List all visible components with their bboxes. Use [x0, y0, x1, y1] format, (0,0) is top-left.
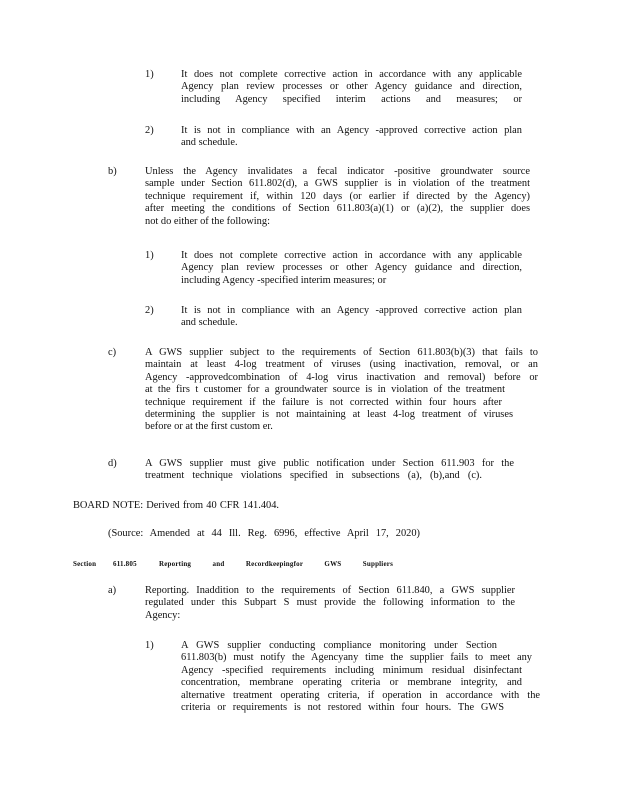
text-line: sample under Section 611.802(d), a GWS supplier is in violation of the treatment — [145, 178, 530, 190]
text-line: at the firs t customer for a groundwater source is in violation of the treatment — [145, 384, 505, 396]
item-label: 1) — [145, 69, 154, 80]
text-line: It does not complete corrective action in accordance with any applicable — [181, 250, 522, 261]
item-text — [181, 125, 522, 150]
text-line: before or at the first custom er. — [145, 421, 273, 433]
text-line: Agency -approvedcombination of 4-log virus inactivation and removal) before or — [145, 371, 538, 383]
text-line: It does not complete corrective action in accordance with any applicable — [181, 69, 522, 80]
text-line: after meeting the conditions of Section 611.803(a)(1) or (a)(2), the supplier does — [145, 203, 530, 215]
text-line: concentration, membrane operating criteria or membrane integrity, and — [181, 677, 522, 689]
source-note: (Source: Amended at 44 Ill. Reg. 6996, effective April 17, 2020) — [108, 528, 420, 539]
text-line: Agency: — [145, 609, 181, 621]
text-line: Reporting. Inaddition to the requirements of Section 611.840, a GWS supplier — [145, 585, 515, 596]
text-line: regulated under this Subpart S must provide the following information to the — [145, 597, 515, 609]
text-line: alternative treatment operating criteria, if operation in accordance with the — [181, 689, 540, 701]
item-label: b) — [108, 166, 117, 177]
text-line: and schedule. — [181, 317, 238, 329]
item-text — [181, 250, 522, 287]
text-line: including Agency -specified interim measures; or — [181, 274, 387, 286]
item-label: 2) — [145, 125, 154, 136]
item-label: c) — [108, 347, 117, 358]
text-line: A GWS supplier must give public notification under Section 611.903 for the — [145, 458, 514, 469]
section-title: Reporting and Recordkeepingfor GWS Suppliers — [159, 560, 393, 568]
item-text — [145, 347, 538, 434]
text-line: A GWS supplier conducting compliance monitoring under Section — [181, 640, 497, 651]
section-word: Section — [73, 560, 97, 568]
item-text — [181, 69, 522, 106]
text-line: It is not in compliance with an Agency -approved corrective action plan — [181, 125, 522, 136]
text-line: treatment technique violations specified in subsections (a), (b),and (c). — [145, 470, 482, 482]
item-text — [145, 166, 530, 228]
section-number: 611.805 — [113, 560, 137, 568]
item-label: a) — [108, 585, 117, 596]
board-note: BOARD NOTE: Derived from 40 CFR 141.404. — [73, 500, 279, 511]
text-line: Agency -specified requirements including minimum residual disinfectant — [181, 664, 522, 676]
item-label: 2) — [145, 305, 154, 316]
text-line: and schedule. — [181, 137, 238, 149]
text-line: Agency plan review processes or other Agency guidance and direction, — [181, 262, 522, 274]
item-text — [181, 305, 522, 330]
text-line: not do either of the following: — [145, 215, 270, 227]
text-line: determining the supplier is not maintaining at least 4-log treatment of viruses — [145, 409, 513, 421]
item-text — [145, 458, 514, 483]
item-text — [145, 585, 515, 622]
text-line: including Agency specified interim actions and measures; or — [181, 93, 522, 105]
item-label: d) — [108, 458, 117, 469]
text-line: 611.803(b) must notify the Agencyany time the supplier fails to meet any — [181, 652, 532, 664]
text-line: criteria or requirements is not restored within four hours. The GWS — [181, 702, 504, 714]
text-line: It is not in compliance with an Agency -approved corrective action plan — [181, 305, 522, 316]
text-line: A GWS supplier subject to the requirements of Section 611.803(b)(3) that fails to — [145, 347, 538, 358]
item-label: 1) — [145, 640, 154, 651]
text-line: technique requirement if the failure is not corrected within four hours after — [145, 396, 502, 408]
text-line: Unless the Agency invalidates a fecal indicator -positive groundwater source — [145, 166, 530, 177]
text-line: maintain at least 4-log treatment of viruses (using inactivation, removal, or an — [145, 359, 538, 371]
item-text — [181, 640, 540, 714]
item-label: 1) — [145, 250, 154, 261]
text-line: Agency plan review processes or other Agency guidance and direction, — [181, 81, 522, 93]
text-line: technique requirement if, within 120 days (or earlier if directed by the Agency) — [145, 190, 530, 202]
